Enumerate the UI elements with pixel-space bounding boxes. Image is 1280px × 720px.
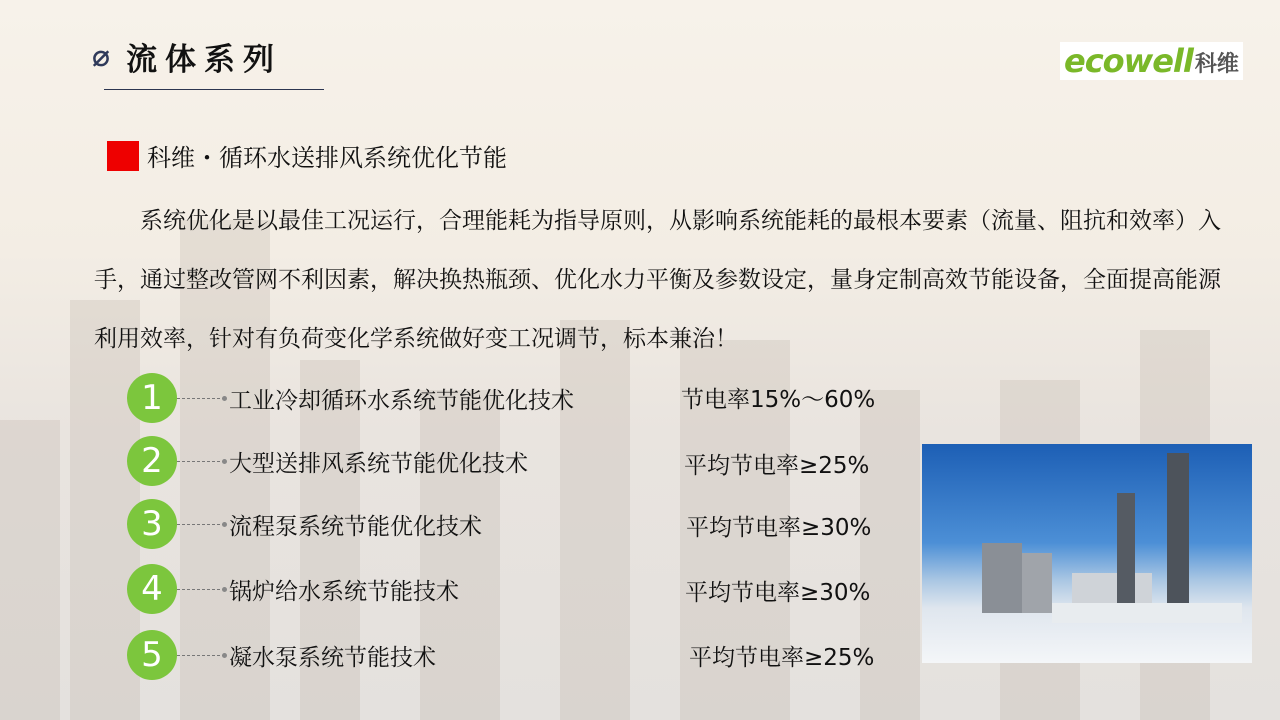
list-item: 4 锅炉给水系统节能技术 — [127, 564, 459, 614]
list-item: 5 凝水泵系统节能技术 — [127, 630, 436, 680]
list-item: 2 大型送排风系统节能优化技术 — [127, 436, 528, 486]
description-paragraph: 系统优化是以最佳工况运行，合理能耗为指导原则，从影响系统能耗的最根本要素（流量、阻抗和效率）入手，通过整改管网不利因素，解决换热瓶颈、优化水力平衡及参数设定，量身定制高效节能设备，全面提高能源利用效率，针对有负荷变化学系统做好变工况调节，标本兼治！ — [94, 208, 1221, 352]
ecowell-logo: ecowell 科维 — [1060, 42, 1243, 80]
rate-text: 平均节电率≥25% — [689, 645, 875, 671]
connector-line — [177, 461, 225, 462]
red-square-marker — [107, 141, 139, 171]
title-text: 流体系列 — [126, 42, 283, 78]
rate-text: 平均节电率≥30% — [686, 515, 872, 541]
connector-line — [177, 655, 225, 656]
connector-line — [177, 524, 225, 525]
subtitle — [107, 138, 507, 173]
list-item: 3 流程泵系统节能优化技术 — [127, 499, 482, 549]
rate-text: 平均节电率≥25% — [684, 453, 870, 479]
subtitle-text: 科维・循环水送排风系统优化节能 — [147, 144, 507, 172]
rate-text: 平均节电率≥30% — [685, 580, 871, 606]
slide-title — [92, 34, 282, 79]
rate-text: 节电率15%～60% — [681, 387, 876, 413]
diameter-icon: ⌀ — [92, 39, 111, 74]
connector-line — [177, 398, 225, 399]
industrial-plant-photo — [922, 444, 1252, 663]
list-item: 1 工业冷却循环水系统节能优化技术 — [127, 373, 574, 423]
connector-line — [177, 589, 225, 590]
title-underline — [104, 89, 324, 90]
